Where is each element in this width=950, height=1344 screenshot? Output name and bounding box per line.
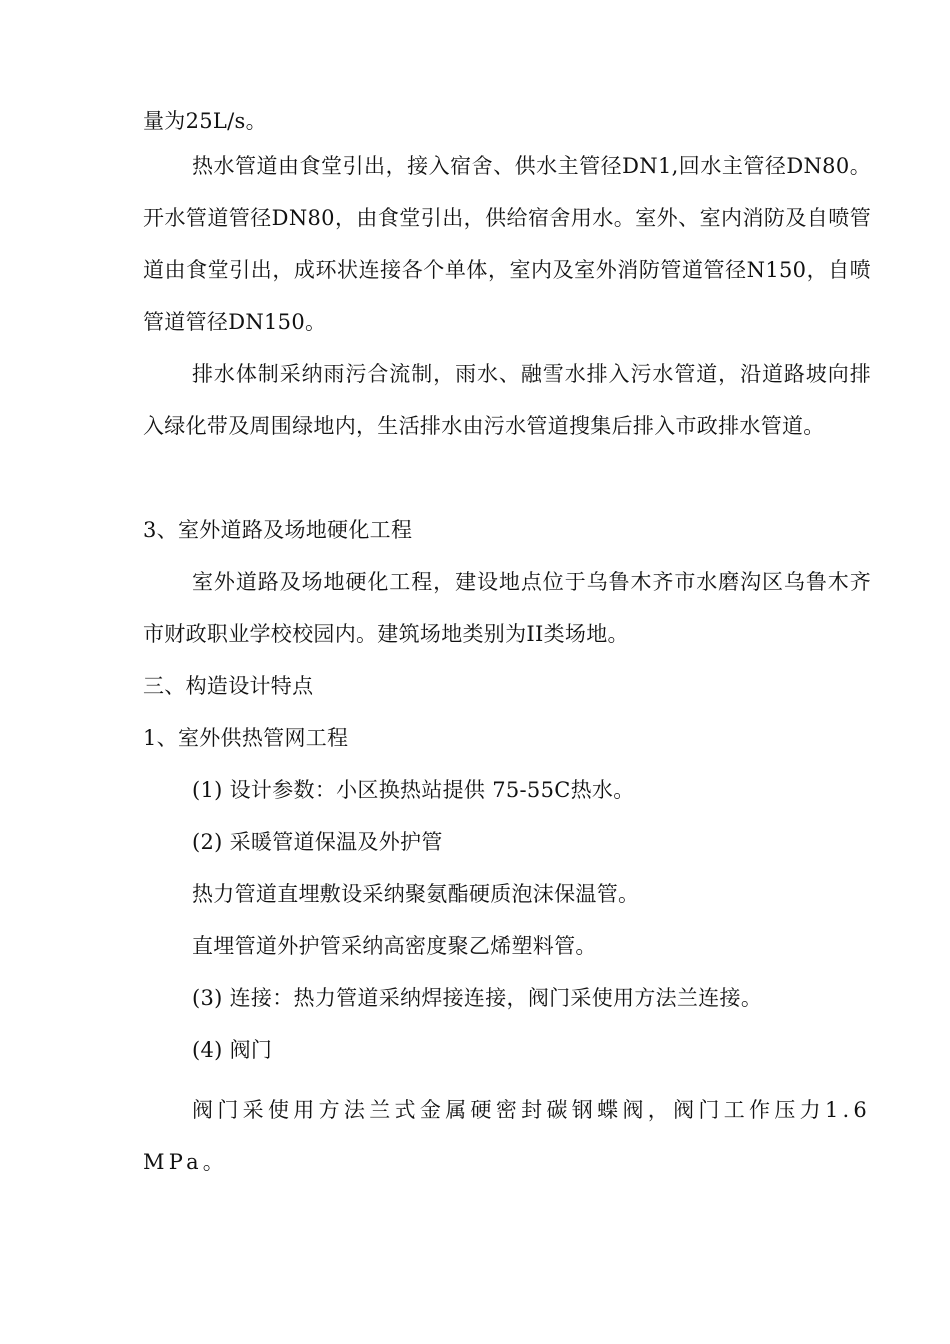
paragraph-hot-water-pipes: 热水管道由食堂引出，接入宿舍、供水主管径DN1,回水主管径DN80。开水管道管径DN80，由食堂引出，供给宿舍用水。室外、室内消防及自喷管道由食堂引出，成环状连接各个单体，室内及室外消防管道管径N150，自喷管道管径DN150。	[143, 154, 871, 334]
item-connection: (3) 连接：热力管道采纳焊接连接，阀门采使用方法兰连接。	[192, 986, 763, 1010]
paragraph-site-location: 室外道路及场地硬化工程，建设地点位于乌鲁木齐市水磨沟区乌鲁木齐市财政职业学校校园内。建筑场地类别为II类场地。	[143, 570, 871, 646]
heading-structural-design: 三、构造设计特点	[143, 674, 314, 698]
paragraph-flow-rate: 量为25L/s。	[143, 109, 267, 133]
paragraph-drainage: 排水体制采纳雨污合流制，雨水、融雪水排入污水管道，沿道路坡向排入绿化带及周围绿地内，生活排水由污水管道搜集后排入市政排水管道。	[143, 362, 871, 438]
item-design-parameters: (1) 设计参数：小区换热站提供 75-55C热水。	[192, 778, 635, 802]
item-valve: (4) 阀门	[192, 1038, 273, 1062]
heading-heating-network: 1、室外供热管网工程	[143, 726, 349, 750]
item-insulation-casing: (2) 采暖管道保温及外护管	[192, 830, 443, 854]
paragraph-outer-casing: 直埋管道外护管采纳高密度聚乙烯塑料管。	[192, 934, 597, 958]
heading-outdoor-roads: 3、室外道路及场地硬化工程	[143, 518, 413, 542]
paragraph-valve-spec: 阀门采使用方法兰式金属硬密封碳钢蝶阀，阀门工作压力1.6MPa。	[143, 1098, 871, 1174]
paragraph-insulation-pipe: 热力管道直埋敷设采纳聚氨酯硬质泡沫保温管。	[192, 882, 640, 906]
